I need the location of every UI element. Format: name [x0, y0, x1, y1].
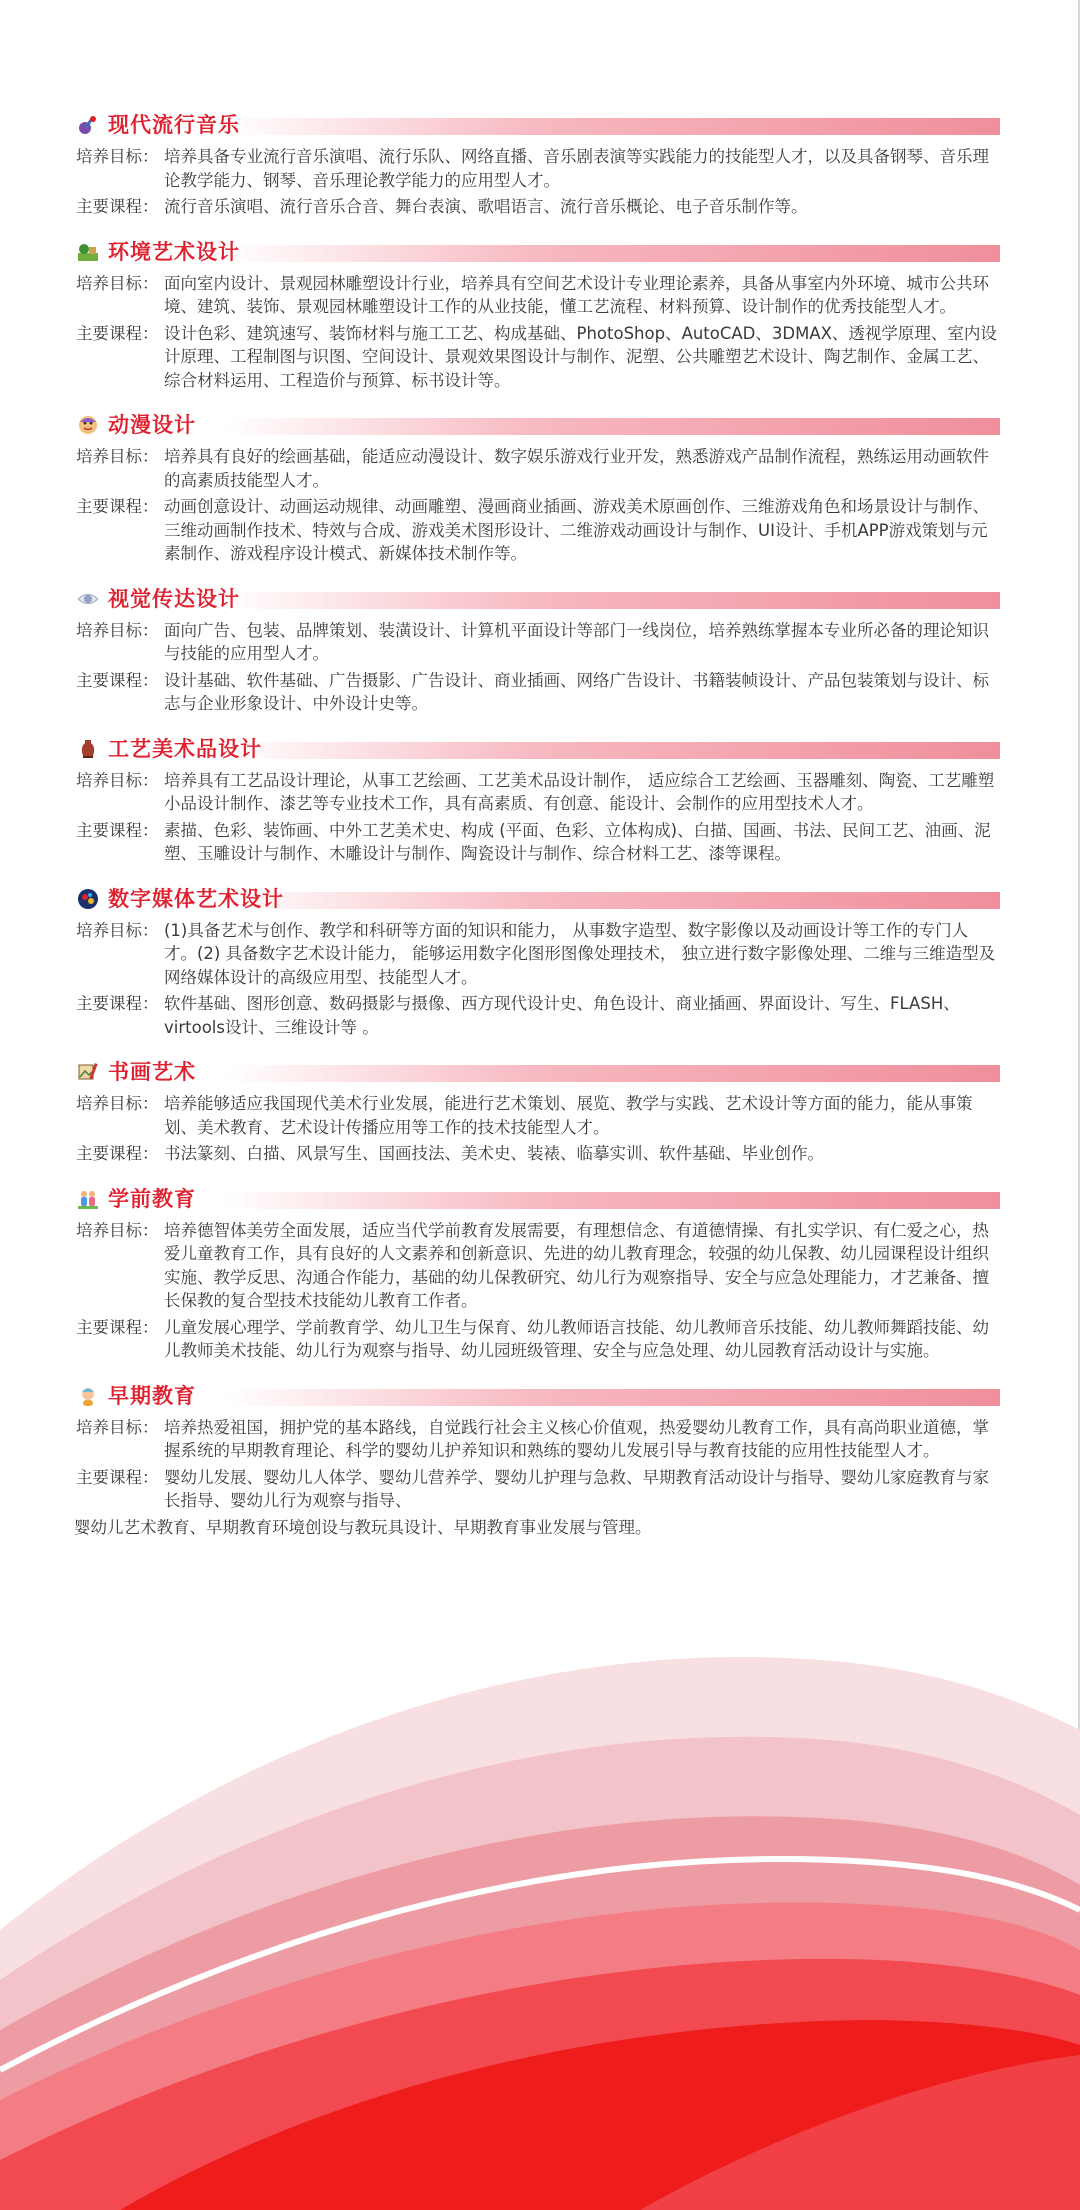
row-text: 面向广告、包装、品牌策划、装潢设计、计算机平面设计等部门一线岗位，培养熟练掌握本专业所必备的理论知识与技能的应用型人才。 — [164, 620, 989, 663]
row-label: 主要课程： — [76, 197, 159, 216]
row-text: 软件基础、图形创意、数码摄影与摄像、西方现代设计史、角色设计、商业插画、界面设计、写生、FLASH、virtools设计、三维设计等 。 — [164, 994, 960, 1037]
row-label: 培养目标： — [76, 447, 159, 466]
section-header-bar — [226, 245, 1000, 262]
section-extra-text: 婴幼儿艺术教育、早期教育环境创设与教玩具设计、早期教育事业发展与管理。 — [74, 1517, 652, 1537]
row-text: 书法篆刻、白描、风景写生、国画技法、美术史、装裱、临摹实训、软件基础、毕业创作。 — [164, 1144, 824, 1163]
row-text: 儿童发展心理学、学前教育学、幼儿卫生与保育、幼儿教师语言技能、幼儿教师音乐技能、幼儿教师舞蹈技能、幼儿教师美术技能、幼儿行为观察与指导、幼儿园班级管理、安全与应急处理、幼儿园教育活动设计与实施。 — [164, 1317, 989, 1360]
children-icon — [76, 1187, 100, 1211]
row-text: (1)具备艺术与创作、教学和科研等方面的知识和能力， 从事数字造型、数字影像以及动画设计等工作的专门人才。(2) 具备数字艺术设计能力， 能够运用数字化图形图像处理技术， 独立进行数字影像处理、二维与三维造型及网络媒体设计的高级应用型、技能型人才。 — [164, 920, 996, 987]
major-section-7 — [76, 1057, 1000, 1166]
section-row — [76, 1316, 1000, 1363]
row-label: 主要课程： — [76, 1144, 159, 1163]
row-text: 培养具有工艺品设计理论，从事工艺绘画、工艺美术品设计制作， 适应综合工艺绘画、玉器雕刻、陶瓷、工艺雕塑小品设计制作、漆艺等专业技术工作，具有高素质、有创意、能设计、会制作的应用型技术人才。 — [164, 770, 995, 813]
section-title: 现代流行音乐 — [108, 113, 240, 137]
decorative-wave-background — [0, 1600, 1080, 2210]
major-list — [76, 110, 1000, 1557]
section-header — [76, 1381, 1000, 1411]
row-label: 培养目标： — [76, 770, 159, 790]
section-row — [76, 145, 1000, 192]
row-text: 婴幼儿发展、婴幼儿人体学、婴幼儿营养学、婴幼儿护理与急救、早期教育活动设计与指导、婴幼儿家庭教育与家长指导、婴幼儿行为观察与指导、 — [164, 1467, 989, 1510]
row-text: 动画创意设计、动画运动规律、动画雕塑、漫画商业插画、游戏美术原画创作、三维游戏角色和场景设计与制作、三维动画制作技术、特效与合成、游戏美术图形设计、二维游戏动画设计与制作、UI设计、手机APP游戏策划与元素制作、游戏程序设计模式、新媒体技术制作等。 — [164, 497, 989, 563]
section-rows — [76, 1092, 1000, 1166]
section-rows — [76, 145, 1000, 219]
row-label: 主要课程： — [76, 670, 159, 690]
section-header-bar — [226, 592, 1000, 609]
section-header-bar — [226, 1065, 1000, 1082]
row-label: 培养目标： — [76, 620, 159, 640]
row-label: 培养目标： — [76, 920, 159, 940]
section-rows — [76, 1219, 1000, 1363]
row-text: 设计色彩、建筑速写、装饰材料与施工工艺、构成基础、PhotoShop、AutoCAD、3DMAX、透视学原理、室内设计原理、工程制图与识图、空间设计、景观效果图设计与制作、泥塑、公共雕塑艺术设计、陶艺制作、金属工艺、综合材料运用、工程造价与预算、标书设计等。 — [164, 323, 997, 390]
section-header — [76, 1184, 1000, 1214]
landscape-icon — [76, 240, 100, 264]
section-header — [76, 734, 1000, 764]
section-header — [76, 584, 1000, 614]
row-label: 培养目标： — [76, 1220, 159, 1240]
section-rows — [76, 272, 1000, 393]
section-title: 数字媒体艺术设计 — [108, 886, 284, 911]
section-row — [76, 322, 1000, 393]
section-title: 动漫设计 — [108, 413, 196, 437]
section-header-bar — [226, 1389, 1000, 1406]
major-section-4 — [76, 584, 1000, 716]
row-label: 主要课程： — [76, 323, 159, 343]
guitar-icon — [76, 113, 100, 137]
eye-icon — [76, 587, 100, 611]
section-row — [76, 495, 1000, 566]
row-text: 流行音乐演唱、流行音乐合音、舞台表演、歌唱语言、流行音乐概论、电子音乐制作等。 — [164, 197, 808, 216]
row-text: 培养能够适应我国现代美术行业发展，能进行艺术策划、展览、教学与实践、艺术设计等方面的能力，能从事策划、美术教育、艺术设计传播应用等工作的技术技能型人才。 — [164, 1094, 973, 1137]
section-header-bar — [226, 118, 1000, 135]
major-section-1 — [76, 110, 1000, 219]
section-row — [76, 819, 1000, 866]
vase-icon — [76, 737, 100, 761]
major-section-9 — [76, 1381, 1000, 1540]
section-header-bar — [226, 892, 1000, 909]
row-label: 培养目标： — [76, 1417, 159, 1437]
row-label: 培养目标： — [76, 147, 159, 166]
section-header-bar — [226, 418, 1000, 435]
section-row — [76, 1219, 1000, 1313]
section-title: 环境艺术设计 — [108, 239, 240, 264]
row-text: 培养德智体美劳全面发展，适应当代学前教育发展需要，有理想信念、有道德情操、有扎实学识、有仁爱之心，热爱儿童教育工作，具有良好的人文素养和创新意识、先进的幼儿教育理念，较强的幼儿保教、幼儿园课程设计组织实施、教学反思、沟通合作能力，基础的幼儿保教研究、幼儿行为观察指导、安全与应急处理能力，才艺兼备、擅长保教的复合型技术技能幼儿教育工作者。 — [164, 1220, 989, 1310]
section-row — [76, 272, 1000, 319]
row-text: 培养具有良好的绘画基础，能适应动漫设计、数字娱乐游戏行业开发，熟悉游戏产品制作流程，熟练运用动画软件的高素质技能型人才。 — [164, 447, 989, 490]
major-section-2 — [76, 237, 1000, 393]
painting-icon — [76, 1060, 100, 1084]
section-title: 视觉传达设计 — [108, 586, 240, 611]
section-title: 工艺美术品设计 — [108, 736, 262, 761]
section-row — [76, 1416, 1000, 1463]
section-row — [76, 769, 1000, 816]
section-header — [76, 410, 1000, 440]
section-header — [76, 1057, 1000, 1087]
row-label: 主要课程： — [76, 1467, 159, 1487]
section-rows — [76, 919, 1000, 1040]
major-section-6 — [76, 884, 1000, 1040]
section-title: 早期教育 — [108, 1383, 196, 1408]
section-row — [76, 669, 1000, 716]
row-label: 培养目标： — [76, 1094, 159, 1113]
baby-icon — [76, 1384, 100, 1408]
cartoon-face-icon — [76, 413, 100, 437]
section-title: 书画艺术 — [108, 1060, 196, 1084]
section-row — [76, 919, 1000, 990]
section-header — [76, 237, 1000, 267]
major-section-8 — [76, 1184, 1000, 1363]
section-header — [76, 110, 1000, 140]
row-label: 主要课程： — [76, 820, 159, 840]
section-rows — [76, 619, 1000, 716]
section-title: 学前教育 — [108, 1186, 196, 1211]
section-row — [76, 1466, 1000, 1513]
row-label: 主要课程： — [76, 1317, 159, 1337]
row-text: 素描、色彩、装饰画、中外工艺美术史、构成 (平面、色彩、立体构成)、白描、国画、书法、民间工艺、油画、泥塑、玉雕设计与制作、木雕设计与制作、陶瓷设计与制作、综合材料工艺、漆等课程。 — [164, 820, 991, 863]
section-header-bar — [226, 742, 1000, 759]
section-row — [76, 195, 1000, 219]
row-label: 培养目标： — [76, 273, 159, 293]
section-rows — [76, 769, 1000, 866]
row-text: 培养具备专业流行音乐演唱、流行乐队、网络直播、音乐剧表演等实践能力的技能型人才，以及具备钢琴、音乐理论教学能力、钢琴、音乐理论教学能力的应用型人才。 — [164, 147, 989, 190]
section-row — [76, 1092, 1000, 1139]
globe-icon — [76, 887, 100, 911]
section-row — [76, 619, 1000, 666]
section-row — [76, 445, 1000, 492]
section-rows — [76, 1416, 1000, 1540]
row-text: 面向室内设计、景观园林雕塑设计行业，培养具有空间艺术设计专业理论素养，具备从事室内外环境、城市公共环境、建筑、装饰、景观园林雕塑设计工作的从业技能，懂工艺流程、材料预算、设计制作的优秀技能型人才。 — [164, 273, 989, 316]
section-row — [76, 1142, 1000, 1166]
major-section-5 — [76, 734, 1000, 866]
row-label: 主要课程： — [76, 497, 159, 516]
section-header-bar — [226, 1192, 1000, 1209]
row-text: 设计基础、软件基础、广告摄影、广告设计、商业插画、网络广告设计、书籍装帧设计、产品包装策划与设计、标志与企业形象设计、中外设计史等。 — [164, 670, 989, 713]
row-label: 主要课程： — [76, 994, 159, 1013]
section-header — [76, 884, 1000, 914]
section-row — [76, 992, 1000, 1039]
major-section-3 — [76, 410, 1000, 566]
row-text: 培养热爱祖国，拥护党的基本路线，自觉践行社会主义核心价值观，热爱婴幼儿教育工作，具有高尚职业道德，掌握系统的早期教育理论、科学的婴幼儿护养知识和熟练的婴幼儿发展引导与教育技能的应用性技能型人才。 — [164, 1417, 989, 1460]
section-rows — [76, 445, 1000, 566]
